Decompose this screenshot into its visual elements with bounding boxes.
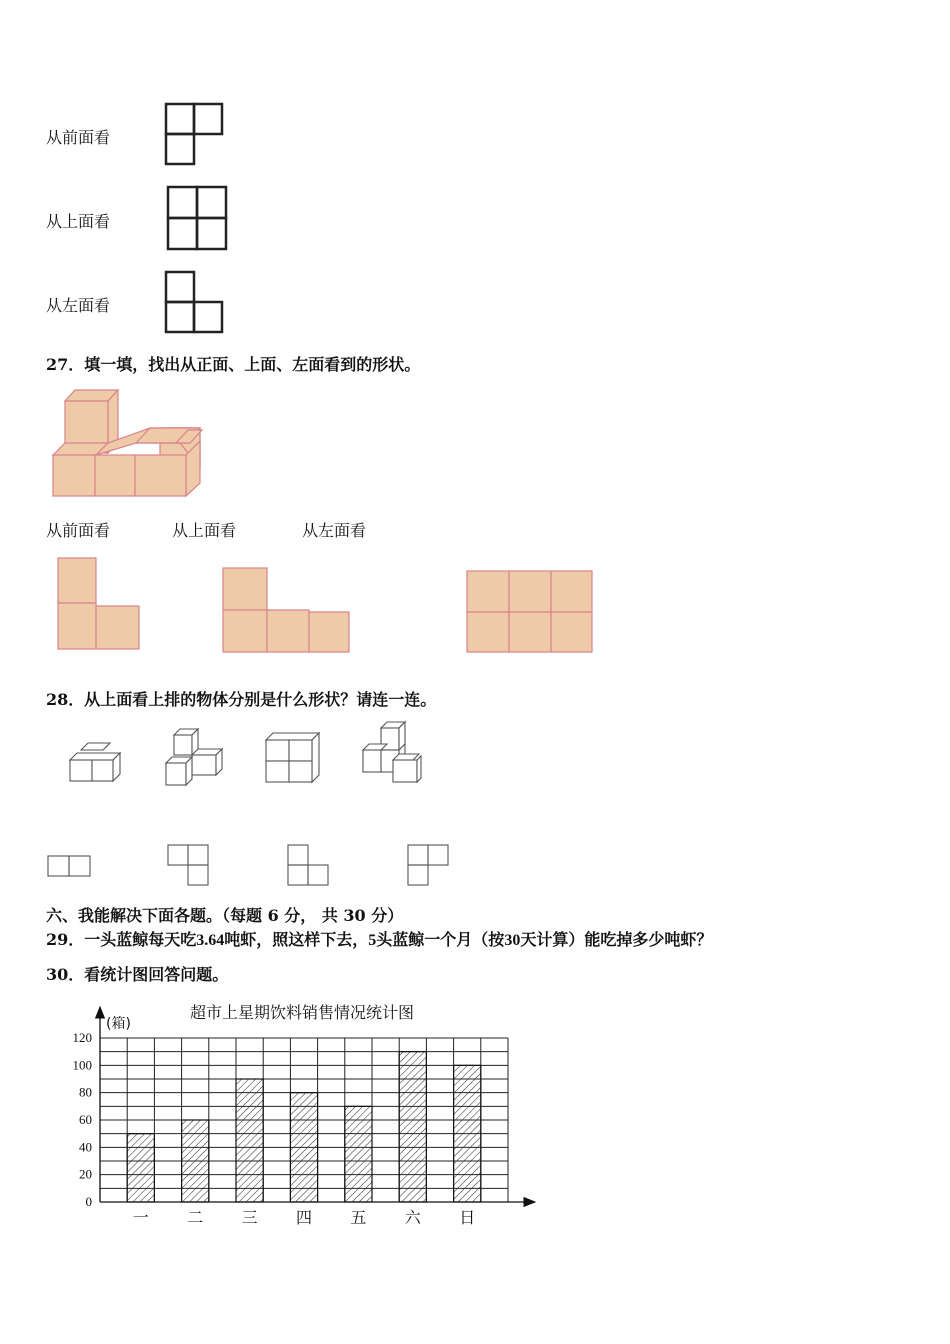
top-view-shape — [160, 183, 232, 255]
q28-topview-4 — [404, 842, 454, 890]
bar-2 — [182, 1120, 209, 1202]
chart-bars — [127, 1052, 481, 1202]
q27-text: 27．填一填，找出从正面、上面、左面看到的形状。 — [46, 355, 421, 374]
top-view-label: 从上面看 — [46, 212, 111, 231]
x-category-label: 六 — [404, 1208, 421, 1227]
q27-left-label: 从左面看 — [302, 521, 367, 540]
y-tick-label: 100 — [72, 1057, 92, 1073]
left-view-label: 从左面看 — [46, 296, 111, 315]
x-category-label: 三 — [241, 1208, 258, 1227]
front-view-label: 从前面看 — [46, 128, 111, 147]
q27-view-a — [55, 556, 145, 654]
chart-title: 超市上星期饮料销售情况统计图 — [189, 1003, 415, 1022]
q28-object-4 — [357, 720, 427, 788]
q29-num1: 3.64 — [196, 932, 225, 949]
q29-part2: 吨虾，照这样下去， — [224, 930, 369, 949]
x-category-label: 日 — [459, 1208, 476, 1227]
q27-cube-stack — [50, 388, 210, 503]
x-category-label: 二 — [187, 1208, 204, 1227]
front-view-shape — [160, 100, 230, 170]
q29-part1: 29．一头蓝鲸每天吃 — [46, 930, 197, 949]
y-tick-label: 0 — [85, 1194, 92, 1209]
q27-front-label: 从前面看 — [46, 521, 111, 540]
q28-object-1 — [66, 740, 126, 786]
y-tick-label: 80 — [79, 1084, 92, 1100]
q30-text: 30．看统计图回答问题。 — [46, 965, 229, 984]
q29-text — [46, 930, 712, 951]
q27-view-b — [220, 566, 355, 656]
q29-part4: 天计算）能吃掉多少吨虾？ — [520, 930, 713, 949]
q27-view-c — [464, 569, 596, 655]
bar-5 — [345, 1106, 372, 1202]
x-category-label: 四 — [295, 1208, 313, 1227]
bar-1 — [127, 1134, 154, 1202]
chart-y-ticks — [73, 1030, 93, 1209]
bar-7 — [454, 1065, 481, 1202]
bar-6 — [399, 1052, 426, 1202]
q28-topview-1 — [46, 852, 94, 880]
y-tick-label: 40 — [79, 1139, 92, 1155]
q29-num3: 30 — [504, 932, 521, 949]
q29-num2: 5 — [368, 932, 377, 949]
bar-3 — [236, 1079, 263, 1202]
y-tick-label: 120 — [72, 1030, 92, 1045]
q28-topview-3 — [284, 842, 334, 890]
left-view-shape — [160, 268, 230, 338]
bar-4 — [290, 1093, 317, 1202]
q28-text: 28．从上面看上排的物体分别是什么形状？请连一连。 — [46, 690, 437, 709]
q28-topview-2 — [164, 842, 214, 890]
q29-part3: 头蓝鲸一个月（按 — [376, 930, 505, 949]
y-tick-label: 60 — [79, 1112, 92, 1127]
x-category-label: 五 — [350, 1208, 367, 1227]
section-6-heading: 六、我能解决下面各题。（每题 6 分， 共 30 分） — [46, 906, 404, 925]
q27-top-label: 从上面看 — [172, 521, 237, 540]
chart-y-unit: (箱) — [106, 1016, 131, 1032]
q28-object-2 — [160, 727, 226, 789]
chart-x-labels — [133, 1208, 475, 1227]
x-category-label: 一 — [132, 1208, 149, 1227]
q28-object-3 — [262, 730, 324, 788]
y-tick-label: 20 — [79, 1166, 92, 1182]
sales-bar-chart — [0, 995, 560, 1235]
